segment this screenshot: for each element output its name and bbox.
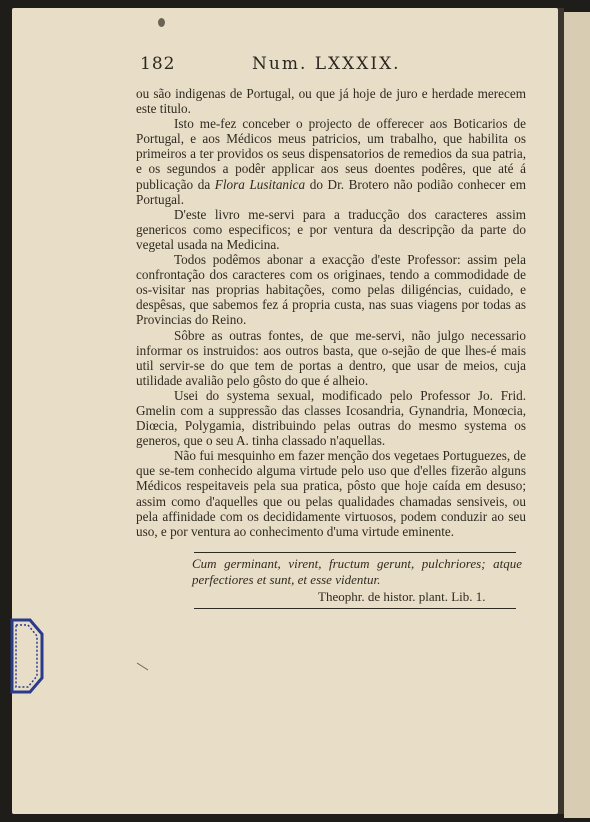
paragraph-4: Todos podêmos abonar a exacção d'este Professor: assim pela confrontação dos caracteres com os originaes, tendo a commodidade de os-visitar nas proprias habitações, como pelas diligéncias, cuidado, e despêsas, que sabemos fez á propria custa, nas suas viagens por todas as Provincias do Reino. (136, 252, 526, 328)
library-stamp-icon (8, 618, 44, 694)
page-header (140, 54, 540, 78)
paragraph-2-before: Isto me-fez conceber o projecto de offerecer aos Boticarios de Portugal, e aos Médicos meus patricios, um trabalho, que habilita os primeiros a ter providos os seus dispensatorios de remedios da sua patria, e os segundos a podêr applicar aos seus doentes podêres, que até á publicação da (136, 116, 526, 192)
paragraph-7: Não fui mesquinho em fazer menção dos vegetaes Portuguezes, de que se-tem conhecido alguma virtude pelo uso que d'elles fizerão alguns Médicos respeitaveis pela sua pratica, pôsto que hoje caída em desuso; assim como d'aquelles que ou pelas qualidades chamadas sensiveis, ou pela affinidade com os decididamente virtuosos, podem conduzir ao seu uso, e por ventura ao conhecimento d'uma virtude eminente. (136, 448, 526, 539)
flora-lusitanica-title: Flora Lusitanica (214, 176, 306, 192)
facing-page-edge (564, 12, 590, 818)
epigraph-quote: Cum germinant, virent, fructum gerunt, pulchriores; atque perfectiores et sunt, et esse videntur. (192, 556, 522, 587)
paragraph-2-after: do Dr. Brotero não podião conhecer em Portugal. (136, 176, 526, 207)
running-head: Num. LXXXIX. (252, 54, 401, 74)
epigraph-attribution: Theophr. de histor. plant. Lib. 1. (318, 589, 486, 604)
pencil-mark-icon (136, 662, 150, 672)
paragraph-3: D'este livro me-servi para a traducção dos caracteres assim genericos como especificos; e por ventura da descripção da parte do vegetal usada na Medicina. (136, 206, 526, 252)
body-text (136, 86, 526, 539)
paragraph-6: Usei do systema sexual, modificado pelo Professor Jo. Frid. Gmelin com a suppressão das classes Icosandria, Gynandria, Monœcia, Diœcia, Polygamia, distribuindo pelas outras do mesmo systema os generos, que o seu A. tinha classado n'aquellas. (136, 387, 526, 449)
paragraph-2 (136, 116, 526, 207)
paragraph-5: Sôbre as outras fontes, de que me-servi, não julgo necessario informar os instruidos: aos outros basta, que o-sejão de que lhes-é mais util servir-se do que tem de portas a dentro, que usar de meios, cuja utilidade avalião pelo gôsto do que é alheio. (136, 327, 526, 388)
epigraph-bottom-rule (194, 608, 516, 609)
pin-hole (158, 18, 165, 27)
epigraph-top-rule (194, 552, 516, 553)
paragraph-1: ou são indigenas de Portugal, ou que já hoje de juro e herdade merecem este titulo. (136, 86, 526, 117)
page-number: 182 (140, 54, 176, 74)
